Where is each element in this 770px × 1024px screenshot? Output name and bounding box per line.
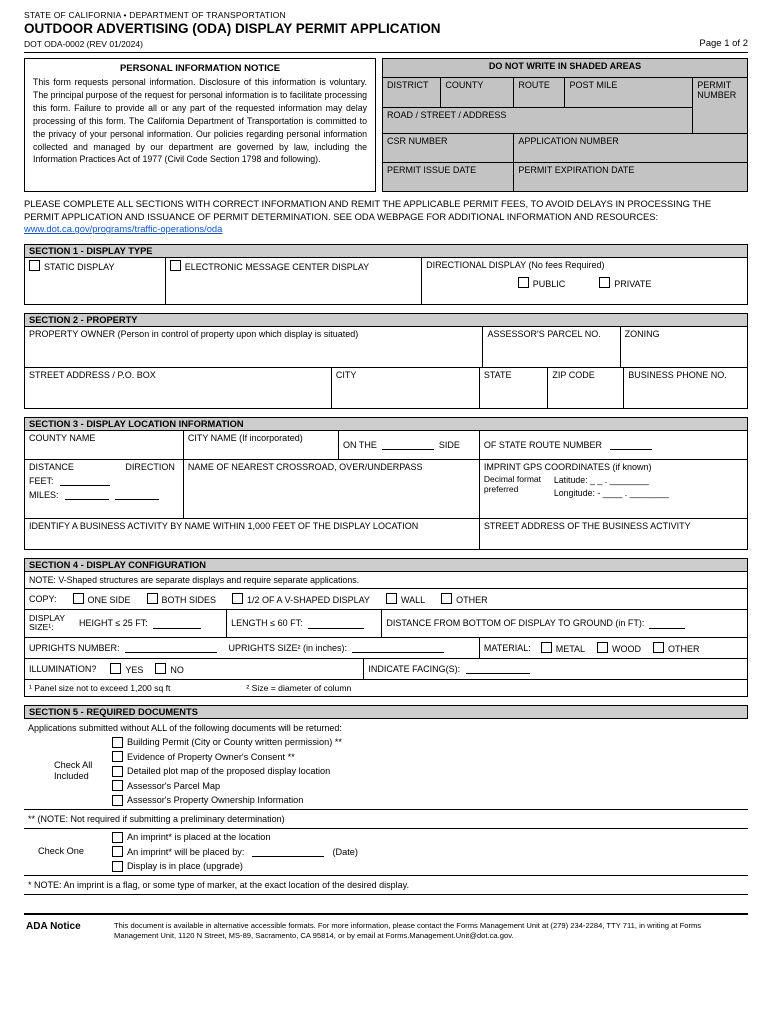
illumination-no-option	[155, 663, 184, 675]
material-cell	[480, 638, 747, 658]
ownership-info-item	[112, 795, 342, 806]
directional-private-label: PRIVATE	[614, 278, 652, 289]
facing-cell	[364, 659, 747, 679]
miles-line	[29, 489, 179, 500]
illumination-yes-checkbox[interactable]	[110, 663, 121, 674]
height-blank[interactable]	[153, 618, 201, 629]
state-route-field	[480, 431, 747, 459]
permit-expiration-date-field: PERMIT EXPIRATION DATE	[514, 163, 748, 192]
business-address-field[interactable]	[480, 519, 747, 549]
shaded-area-title: DO NOT WRITE IN SHADED AREAS	[383, 59, 748, 78]
street-address-label: STREET ADDRESS / P.O. BOX	[29, 369, 156, 380]
uprights-number-blank[interactable]	[125, 642, 217, 653]
longitude-line[interactable]: Longitude: - ____ . ________	[553, 487, 669, 498]
copy-both-sides-label: BOTH SIDES	[161, 594, 217, 605]
side-label: SIDE	[438, 439, 460, 450]
state-route-blank[interactable]	[610, 439, 652, 450]
section-2-property	[24, 313, 748, 409]
crossroad-field[interactable]	[184, 460, 480, 518]
plot-map-checkbox[interactable]	[112, 766, 123, 777]
form-meta-row	[24, 38, 748, 49]
copy-other-option	[441, 593, 488, 605]
distance-direction-headers	[29, 462, 179, 472]
ownership-info-label: Assessor's Property Ownership Information	[127, 795, 304, 806]
illumination-yes-option	[110, 663, 143, 675]
ada-notice-block	[24, 915, 748, 941]
facing-label: INDICATE FACING(S):	[368, 663, 461, 674]
emc-display-label: ELECTRONIC MESSAGE CENTER DISPLAY	[184, 261, 370, 272]
emc-display-option	[166, 258, 422, 304]
permit-issue-date-field: PERMIT ISSUE DATE	[383, 163, 514, 192]
district-field: DISTRICT	[383, 78, 441, 108]
copy-both-sides-checkbox[interactable]	[147, 593, 158, 604]
distance-direction-field	[25, 460, 184, 518]
static-display-option	[25, 258, 166, 304]
business-phone-field[interactable]	[624, 368, 747, 408]
imprint-date-caption: (Date)	[332, 846, 358, 857]
plot-map-label: Detailed plot map of the proposed display location	[127, 766, 331, 777]
documents-intro: Applications submitted without ALL of the following documents will be returned:	[28, 722, 342, 733]
parcel-map-label: Assessor's Parcel Map	[127, 780, 221, 791]
location-row-1	[24, 431, 748, 460]
copy-vshaped-option	[232, 593, 370, 605]
section-5-required-documents	[24, 705, 748, 895]
feet-line	[29, 475, 179, 486]
imprint-will-be-placed-item	[112, 846, 358, 857]
copy-label: COPY:	[29, 593, 57, 604]
imprint-options	[112, 832, 358, 872]
copy-other-label: OTHER	[456, 594, 488, 605]
miles-blank-1[interactable]	[65, 489, 109, 500]
vshape-note: NOTE: V-Shaped structures are separate displays and require separate applications.	[29, 574, 360, 585]
permit-number-field: PERMIT NUMBER	[693, 78, 748, 134]
vshape-note-row	[24, 572, 748, 589]
display-type-row	[24, 258, 748, 305]
imprint-placed-checkbox[interactable]	[112, 832, 123, 843]
direction-label: DIRECTION	[125, 461, 175, 472]
copy-one-side-checkbox[interactable]	[73, 593, 84, 604]
uprights-number-label: UPRIGHTS NUMBER:	[29, 642, 120, 653]
zip-code-label: ZIP CODE	[552, 369, 595, 380]
form-header	[24, 10, 748, 49]
personal-information-notice-box	[24, 58, 376, 192]
csr-number-field: CSR NUMBER	[383, 134, 514, 163]
check-all-group	[24, 737, 748, 806]
directional-public-label: PUBLIC	[532, 278, 566, 289]
preliminary-determination-note: ** (NOTE: Not required if submitting a preliminary determination)	[28, 813, 285, 824]
county-field: COUNTY	[441, 78, 514, 108]
separator-1	[24, 809, 748, 810]
static-display-checkbox[interactable]	[29, 260, 40, 271]
footnotes-cell	[25, 680, 747, 696]
gps-title: IMPRINT GPS COORDINATES (if known)	[483, 461, 652, 472]
copy-wall-checkbox[interactable]	[386, 593, 397, 604]
emc-display-checkbox[interactable]	[170, 260, 181, 271]
directional-display-label: DIRECTIONAL DISPLAY (No fees Required)	[426, 259, 605, 270]
zoning-field[interactable]	[621, 327, 747, 367]
imprint-definition-note: * NOTE: An imprint is a flag, or some type of marker, at the exact location of the desired display.	[28, 879, 410, 890]
state-label: STATE	[483, 369, 512, 380]
material-other-label: OTHER	[668, 643, 700, 654]
section-1-header: SECTION 1 - DISPLAY TYPE	[24, 244, 748, 258]
illumination-yes-label: YES	[125, 664, 144, 675]
page-indicator: Page 1 of 2	[699, 38, 748, 49]
business-activity-label: IDENTIFY A BUSINESS ACTIVITY BY NAME WITHIN 1,000 FEET OF THE DISPLAY LOCATION	[29, 520, 419, 531]
footnote-panel-size: ¹ Panel size not to exceed 1,200 sq ft	[29, 682, 171, 693]
application-number-field: APPLICATION NUMBER	[514, 134, 748, 163]
crossroad-label: NAME OF NEAREST CROSSROAD, OVER/UNDERPASS	[187, 461, 423, 472]
form-number: DOT ODA-0002 (REV 01/2024)	[24, 39, 143, 49]
city-label: CITY	[335, 369, 357, 380]
do-not-write-shaded-area	[382, 58, 748, 192]
section-5-header: SECTION 5 - REQUIRED DOCUMENTS	[24, 705, 748, 719]
imprint-date-blank[interactable]	[252, 846, 324, 857]
static-display-label: STATIC DISPLAY	[44, 261, 115, 272]
length-blank[interactable]	[308, 618, 364, 629]
ada-notice-label: ADA Notice	[26, 920, 81, 932]
location-row-2	[24, 460, 748, 519]
display-in-place-item	[112, 861, 358, 872]
county-name-label: COUNTY NAME	[29, 432, 96, 443]
material-wood-option	[597, 642, 641, 654]
post-mile-field: POST MILE	[565, 78, 693, 108]
business-address-label: STREET ADDRESS OF THE BUSINESS ACTIVITY	[483, 520, 691, 531]
separator-2	[24, 828, 748, 829]
check-one-label: Check One	[38, 846, 84, 857]
business-activity-field[interactable]	[25, 519, 480, 549]
material-metal-checkbox[interactable]	[541, 642, 552, 653]
street-address-field[interactable]	[25, 368, 332, 408]
distance-label: DISTANCE	[29, 461, 74, 472]
section-3-header: SECTION 3 - DISPLAY LOCATION INFORMATION	[24, 417, 748, 431]
building-permit-label: Building Permit (City or County written permission) **	[127, 737, 342, 748]
city-name-label: CITY NAME (If incorporated)	[187, 432, 303, 443]
form-title: OUTDOOR ADVERTISING (ODA) DISPLAY PERMIT APPLICATION	[24, 21, 441, 36]
zip-code-field[interactable]	[548, 368, 624, 408]
privacy-notice-body: This form requests personal information. Disclosure of this information is voluntary. The principal purpose of the request for personal information is to facilitate processing this form. Failure to provide all or any part of the requested information may delay processing of this form. The California Department of Transportation is committed to the privacy of your personal information. Our policies regarding personal information collected and managed by our department are governed by law, including the Information Practices Act of 1977 (Civil Code Section 1798 and following).	[33, 77, 367, 165]
state-route-label: OF STATE ROUTE NUMBER	[483, 439, 602, 450]
separator-3	[24, 875, 748, 876]
footnote-column-size: ² Size = diameter of column	[246, 682, 352, 693]
parcel-map-checkbox[interactable]	[112, 780, 123, 791]
owners-consent-item	[112, 751, 342, 762]
imprint-placed-label: An imprint* is placed at the location	[127, 832, 271, 843]
privacy-notice-title: PERSONAL INFORMATION NOTICE	[119, 63, 281, 74]
ground-distance-label: DISTANCE FROM BOTTOM OF DISPLAY TO GROUND (in FT):	[386, 618, 645, 629]
display-size-row	[24, 610, 748, 638]
building-permit-checkbox[interactable]	[112, 737, 123, 748]
directional-display-option	[422, 258, 747, 304]
length-label: LENGTH ≤ 60 FT:	[231, 618, 303, 629]
facing-blank[interactable]	[466, 663, 530, 674]
gps-details	[484, 474, 743, 500]
height-cell	[25, 610, 227, 637]
uprights-row	[24, 638, 748, 659]
material-other-option	[653, 642, 700, 654]
instructions-text: PLEASE COMPLETE ALL SECTIONS WITH CORRECT INFORMATION AND REMIT THE APPLICABLE PERMIT FEES, TO AVOID DELAYS IN PROCESSING THE PERMIT APPLICATION AND ISSUANCE OF PERMIT DETERMINATION. SEE ODA WEBPAGE FOR ADDITIONAL INFORMATION AND RESOURCES:	[24, 198, 712, 222]
copy-one-side-option	[73, 593, 131, 605]
latitude-line[interactable]: Latitude: _ _ . ________	[553, 474, 649, 485]
copy-vshaped-checkbox[interactable]	[232, 593, 243, 604]
gps-coordinates-field	[480, 460, 747, 518]
illumination-no-checkbox[interactable]	[155, 663, 166, 674]
imprint-will-be-placed-checkbox[interactable]	[112, 846, 123, 857]
city-name-field[interactable]	[184, 431, 339, 459]
directional-public-option	[518, 277, 566, 289]
section-4-header: SECTION 4 - DISPLAY CONFIGURATION	[24, 558, 748, 572]
copy-wall-label: WALL	[400, 594, 426, 605]
property-owner-row	[24, 327, 748, 368]
copy-row	[24, 589, 748, 610]
directional-private-option	[599, 277, 651, 289]
state-field[interactable]	[480, 368, 549, 408]
property-address-row	[24, 368, 748, 409]
section-5-body	[24, 719, 748, 895]
feet-blank[interactable]	[60, 475, 110, 486]
oda-webpage-link[interactable]: www.dot.ca.gov/programs/traffic-operations/oda	[24, 223, 223, 235]
agency-line: STATE OF CALIFORNIA • DEPARTMENT OF TRANSPORTATION	[24, 10, 286, 20]
directional-suboptions	[426, 277, 743, 289]
ground-distance-blank[interactable]	[649, 618, 685, 629]
side-blank[interactable]	[382, 439, 434, 450]
zoning-label: ZONING	[624, 328, 660, 339]
uprights-cell	[25, 638, 480, 658]
county-name-field[interactable]	[25, 431, 184, 459]
gps-format-note: Decimal format preferred	[483, 473, 541, 494]
on-the-label: ON THE	[343, 439, 377, 450]
copy-vshaped-label: 1/2 OF A V-SHAPED DISPLAY	[247, 594, 370, 605]
miles-blank-2[interactable]	[115, 489, 159, 500]
copy-options-cell	[25, 589, 747, 609]
section-3-display-location	[24, 417, 748, 550]
material-wood-checkbox[interactable]	[597, 642, 608, 653]
illumination-row	[24, 659, 748, 680]
section-4-display-configuration	[24, 558, 748, 697]
display-in-place-label: Display is in place (upgrade)	[127, 861, 243, 872]
copy-both-sides-option	[147, 593, 217, 605]
building-permit-item	[112, 737, 342, 748]
copy-other-checkbox[interactable]	[441, 593, 452, 604]
material-wood-label: WOOD	[612, 643, 642, 654]
separator-4	[24, 894, 748, 895]
imprint-placed-item	[112, 832, 358, 843]
ada-notice-text: This document is available in alternative accessible formats. For more information, please contact the Forms Management Unit at (279) 234-2284, TTY 711, in writing at Forms Management Unit, 1120 N Street, MS-89, Sacramento, CA 95814, or by email at Forms.Management.Unit@dot.ca.gov.	[114, 920, 702, 940]
road-street-address-field: ROAD / STREET / ADDRESS	[383, 108, 693, 134]
top-row	[24, 58, 748, 192]
property-owner-field[interactable]	[25, 327, 483, 367]
header-divider	[24, 52, 748, 53]
material-other-checkbox[interactable]	[653, 642, 664, 653]
side-field	[339, 431, 480, 459]
material-label: MATERIAL:	[483, 642, 531, 653]
display-size-label: DISPLAY SIZE¹:	[29, 612, 65, 633]
illumination-label: ILLUMINATION?	[29, 663, 97, 674]
uprights-size-label: UPRIGHTS SIZE² (in inches):	[228, 642, 348, 653]
gps-values	[554, 474, 669, 500]
parcel-no-label: ASSESSOR'S PARCEL NO.	[487, 328, 601, 339]
ground-distance-cell	[382, 610, 747, 637]
parcel-map-item	[112, 780, 342, 791]
business-phone-label: BUSINESS PHONE NO.	[628, 369, 727, 380]
city-field[interactable]	[332, 368, 480, 408]
material-metal-option	[541, 642, 585, 654]
parcel-no-field[interactable]	[483, 327, 620, 367]
height-label: HEIGHT ≤ 25 FT:	[79, 618, 148, 629]
directional-public-checkbox[interactable]	[518, 277, 529, 288]
footnotes-row	[24, 680, 748, 697]
ownership-info-checkbox[interactable]	[112, 795, 123, 806]
display-in-place-checkbox[interactable]	[112, 861, 123, 872]
document-checklist	[112, 737, 342, 806]
imprint-will-be-placed-label: An imprint* will be placed by:	[127, 846, 245, 857]
owners-consent-checkbox[interactable]	[112, 751, 123, 762]
check-all-label: Check All Included	[54, 759, 93, 782]
length-cell	[227, 610, 382, 637]
directional-private-checkbox[interactable]	[599, 277, 610, 288]
check-one-group	[24, 832, 748, 872]
copy-one-side-label: ONE SIDE	[87, 594, 131, 605]
completion-instructions	[24, 198, 748, 236]
illumination-cell	[25, 659, 364, 679]
location-row-3	[24, 519, 748, 550]
plot-map-item	[112, 766, 342, 777]
miles-label: MILES:	[29, 489, 59, 500]
feet-label: FEET:	[29, 475, 54, 486]
route-field: ROUTE	[514, 78, 565, 108]
section-2-header: SECTION 2 - PROPERTY	[24, 313, 748, 327]
copy-wall-option	[386, 593, 425, 605]
uprights-size-blank[interactable]	[352, 642, 444, 653]
owners-consent-label: Evidence of Property Owner's Consent **	[127, 751, 295, 762]
property-owner-label: PROPERTY OWNER (Person in control of property upon which display is situated)	[29, 328, 359, 339]
material-metal-label: METAL	[555, 643, 586, 654]
section-1-display-type	[24, 244, 748, 305]
illumination-no-label: NO	[170, 664, 184, 675]
